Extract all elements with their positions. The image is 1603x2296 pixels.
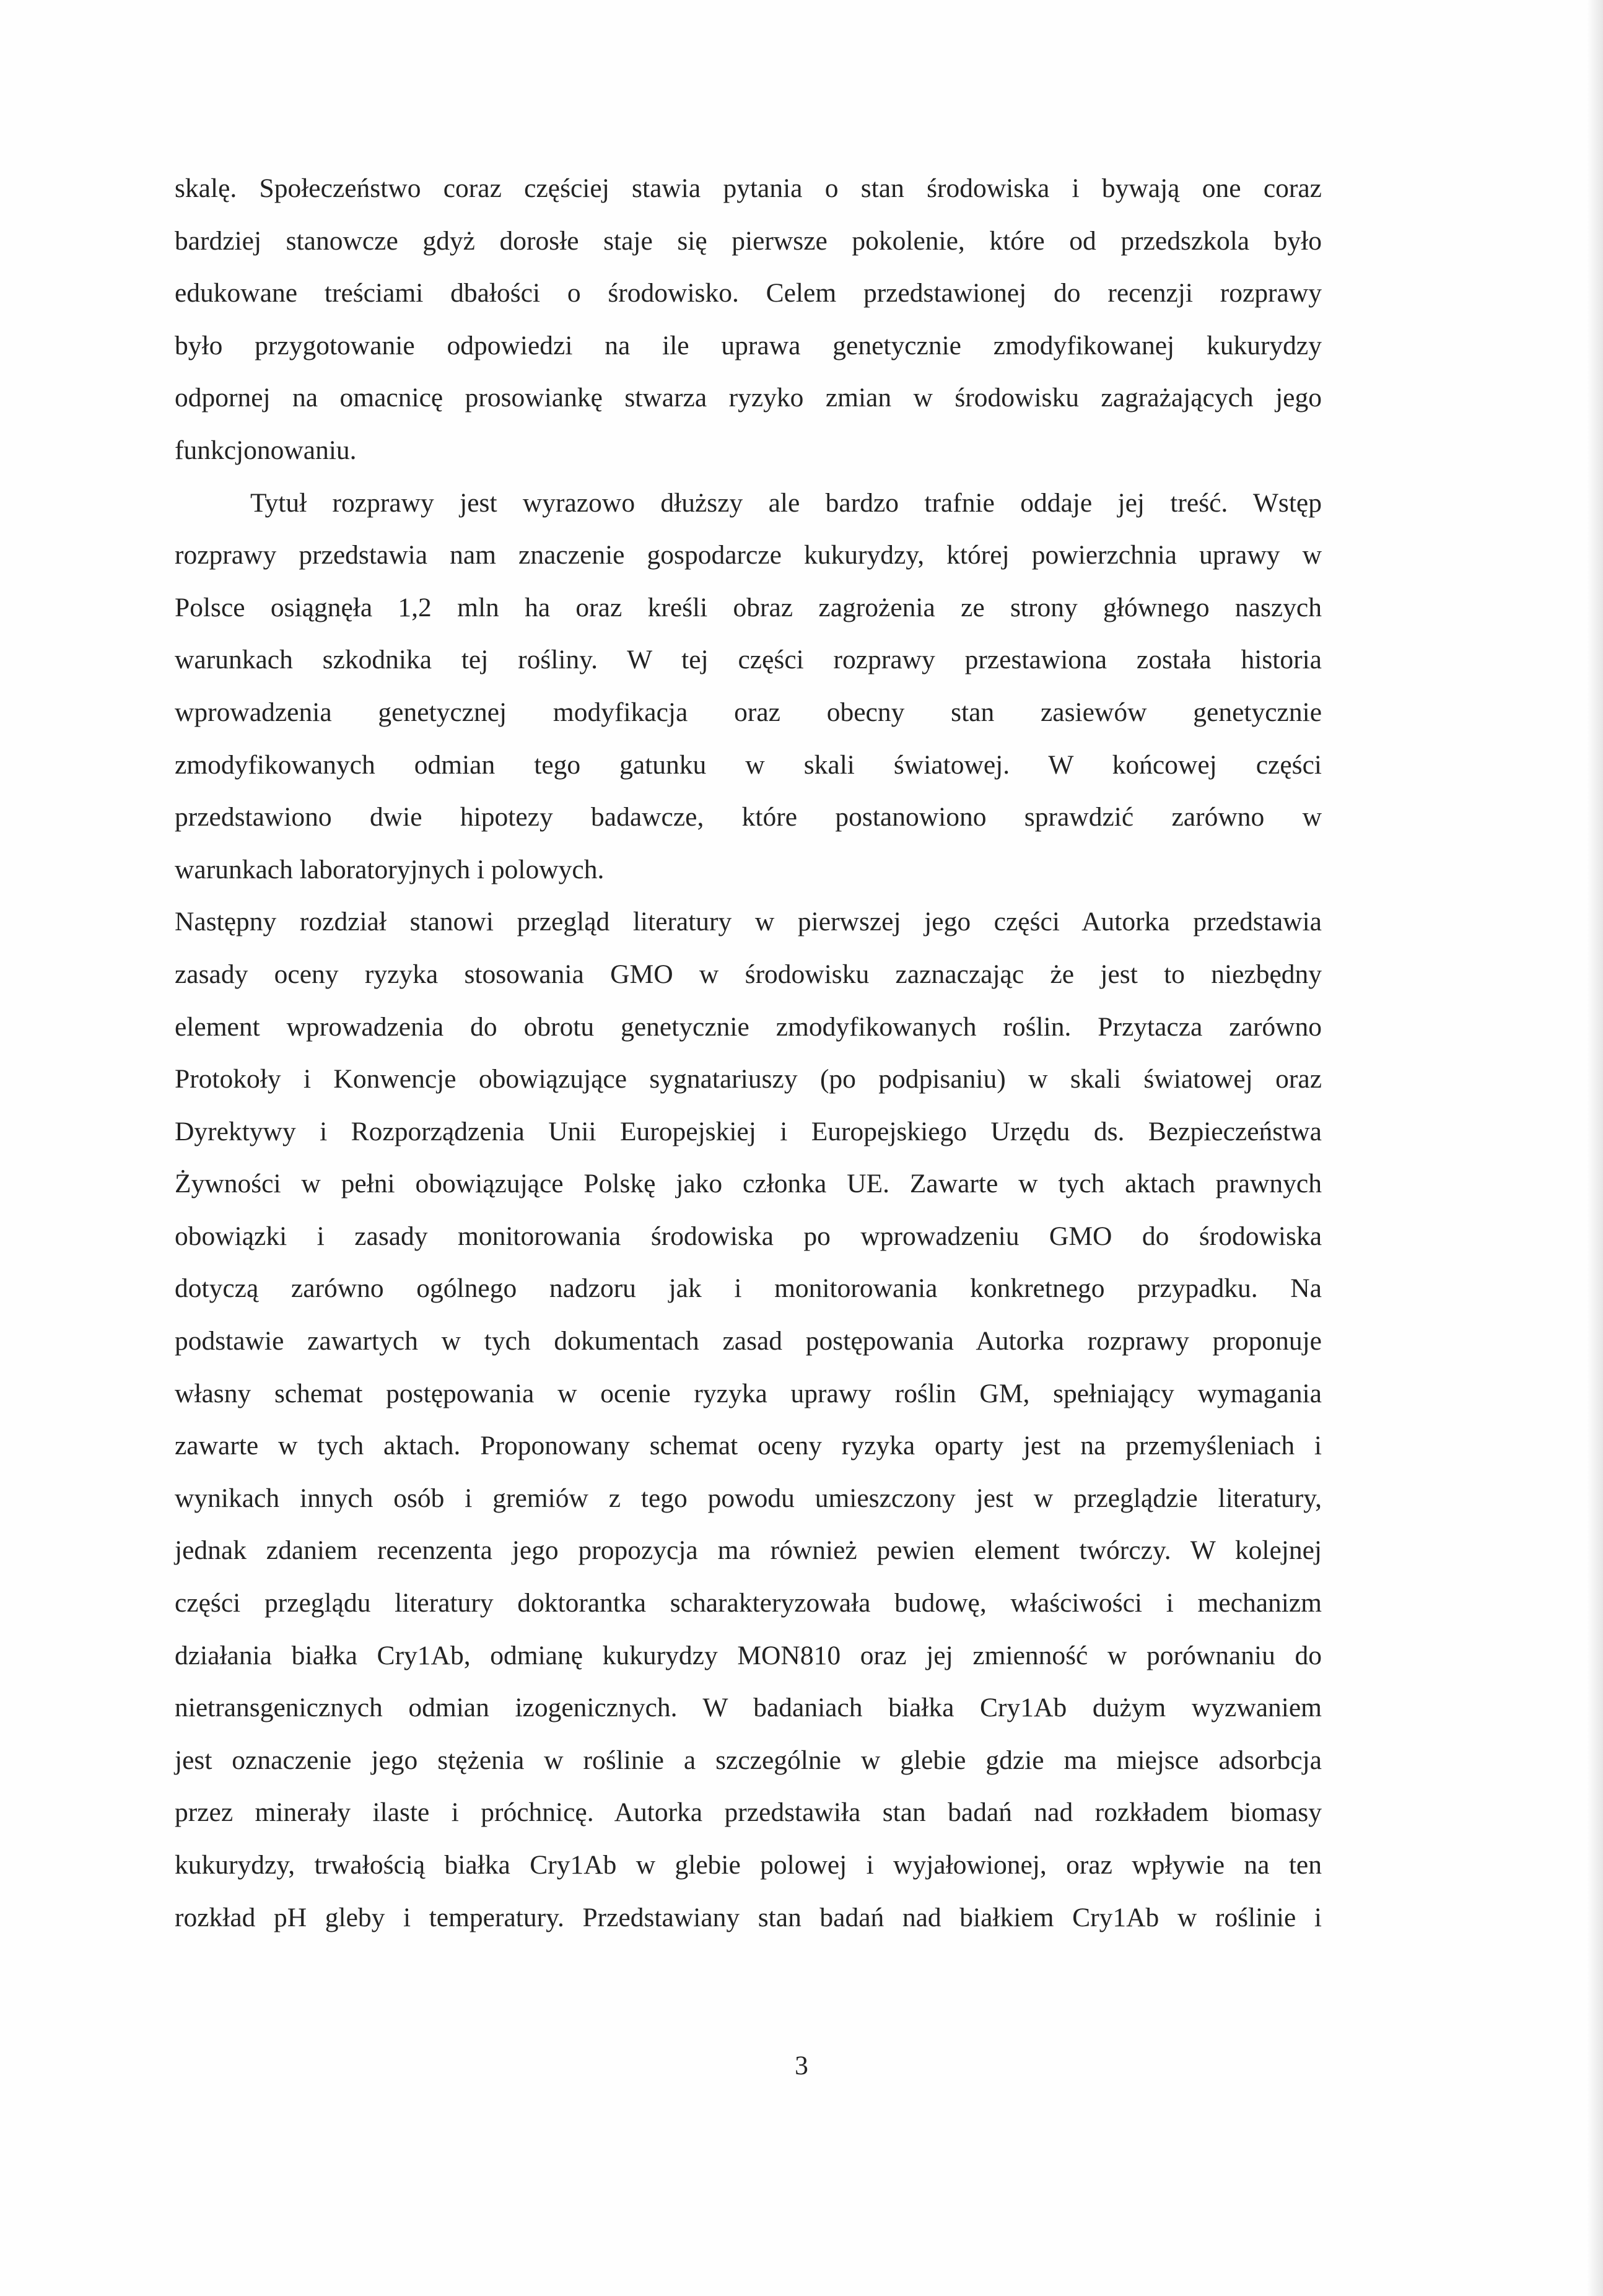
text-line: obowiązki i zasady monitorowania środowiska po wprowadzeniu GMO do środowiska	[175, 1221, 1322, 1251]
text-line: edukowane treściami dbałości o środowisko. Celem przedstawionej do recenzji rozprawy	[175, 278, 1322, 308]
text-line: warunkach szkodnika tej rośliny. W tej części rozprawy przestawiona została historia	[175, 645, 1322, 675]
text-line: przez minerały ilaste i próchnicę. Autorka przedstawiła stan badań nad rozkładem biomasy	[175, 1797, 1322, 1828]
paragraph-first-line: Tytuł rozprawy jest wyrazowo dłuższy ale bardzo trafnie oddaje jej treść. Wstęp	[250, 487, 1322, 518]
text-line: Dyrektywy i Rozporządzenia Unii Europejskiej i Europejskiego Urzędu ds. Bezpieczeństwa	[175, 1116, 1322, 1146]
text-line: zmodyfikowanych odmian tego gatunku w skali światowej. W końcowej części	[175, 749, 1322, 780]
text-line: Protokoły i Konwencje obowiązujące sygnatariuszy (po podpisaniu) w skali światowej oraz	[175, 1064, 1322, 1094]
text-line: Polsce osiągnęła 1,2 mln ha oraz kreśli obraz zagrożenia ze strony głównego naszych	[175, 592, 1322, 622]
text-line: dotyczą zarówno ogólnego nadzoru jak i monitorowania konkretnego przypadku. Na	[175, 1273, 1322, 1304]
text-line: skalę. Społeczeństwo coraz częściej stawia pytania o stan środowiska i bywają one coraz	[175, 173, 1322, 203]
text-line: było przygotowanie odpowiedzi na ile uprawa genetycznie zmodyfikowanej kukurydzy	[175, 330, 1322, 360]
text-line: podstawie zawartych w tych dokumentach zasad postępowania Autorka rozprawy proponuje	[175, 1326, 1322, 1356]
text-line: części przeglądu literatury doktorantka scharakteryzowała budowę, właściwości i mechanizm	[175, 1588, 1322, 1618]
text-line: działania białka Cry1Ab, odmianę kukurydzy MON810 oraz jej zmienność w porównaniu do	[175, 1640, 1322, 1670]
paragraph-first-line: Następny rozdział stanowi przegląd literatury w pierwszej jego części Autorka przedstawia	[175, 907, 1322, 937]
text-line: przedstawiono dwie hipotezy badawcze, które postanowiono sprawdzić zarówno w	[175, 802, 1322, 832]
text-line: jednak zdaniem recenzenta jego propozycja ma również pewien element twórczy. W kolejnej	[175, 1535, 1322, 1566]
text-line: funkcjonowaniu.	[175, 435, 357, 465]
text-line: element wprowadzenia do obrotu genetycznie zmodyfikowanych roślin. Przytacza zarówno	[175, 1011, 1322, 1042]
text-line: rozkład pH gleby i temperatury. Przedstawiany stan badań nad białkiem Cry1Ab w roślinie i	[175, 1902, 1322, 1932]
page-number: 3	[795, 2051, 808, 2080]
text-line: wynikach innych osób i gremiów z tego powodu umieszczony jest w przeglądzie literatury,	[175, 1483, 1322, 1513]
text-line: warunkach laboratoryjnych i polowych.	[175, 854, 605, 884]
text-line: zasady oceny ryzyka stosowania GMO w środowisku zaznaczając że jest to niezbędny	[175, 959, 1322, 989]
text-line: własny schemat postępowania w ocenie ryzyka uprawy roślin GM, spełniający wymagania	[175, 1378, 1322, 1408]
scan-edge-shadow	[1587, 0, 1603, 2296]
text-line: rozprawy przedstawia nam znaczenie gospodarcze kukurydzy, której powierzchnia uprawy w	[175, 540, 1322, 570]
text-line: zawarte w tych aktach. Proponowany schemat oceny ryzyka oparty jest na przemyśleniach i	[175, 1431, 1322, 1461]
text-line: jest oznaczenie jego stężenia w roślinie a szczególnie w glebie gdzie ma miejsce adsorbcja	[175, 1745, 1322, 1775]
text-line: wprowadzenia genetycznej modyfikacja oraz obecny stan zasiewów genetycznie	[175, 697, 1322, 727]
text-line: odpornej na omacnicę prosowiankę stwarza ryzyko zmian w środowisku zagrażających jego	[175, 383, 1322, 413]
text-line: kukurydzy, trwałością białka Cry1Ab w glebie polowej i wyjałowionej, oraz wpływie na ten	[175, 1850, 1322, 1880]
text-line: bardziej stanowcze gdyż dorosłe staje się pierwsze pokolenie, które od przedszkola było	[175, 225, 1322, 256]
text-line: nietransgenicznych odmian izogenicznych. W badaniach białka Cry1Ab dużym wyzwaniem	[175, 1693, 1322, 1723]
body-text	[175, 162, 1322, 1944]
text-line: Żywności w pełni obowiązujące Polskę jako członka UE. Zawarte w tych aktach prawnych	[175, 1169, 1322, 1199]
